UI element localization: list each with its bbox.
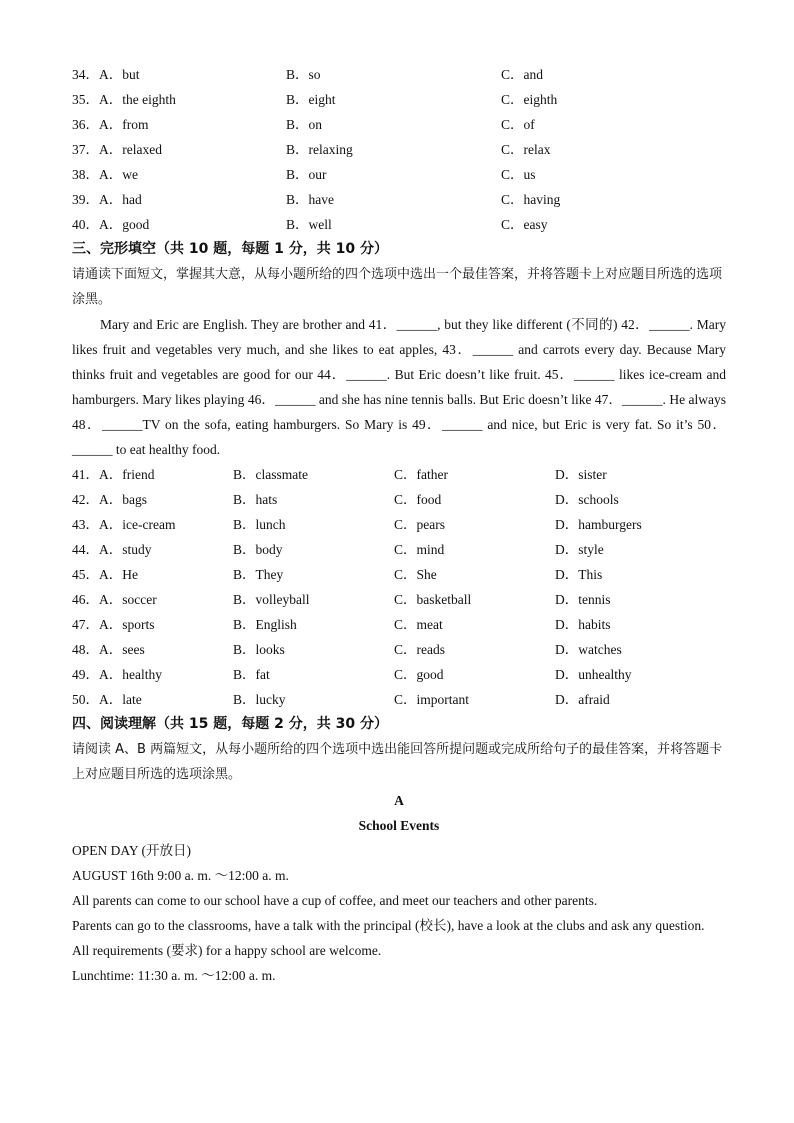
option-b: B．relaxing — [286, 142, 353, 157]
option-c: C．of — [501, 117, 535, 132]
cloze-passage — [72, 312, 726, 462]
question-cell — [72, 612, 155, 637]
option-c: C．easy — [501, 217, 548, 232]
question-row — [72, 637, 726, 662]
question-cell — [72, 487, 147, 512]
option-c: C．good — [394, 667, 444, 682]
option-b: B．well — [286, 217, 332, 232]
option-a: A．healthy — [99, 667, 162, 682]
question-row — [72, 112, 726, 137]
option-c: C．important — [394, 692, 469, 707]
option-b: B．fat — [233, 667, 270, 682]
option-c: C．eighth — [501, 92, 558, 107]
option-c: C．having — [501, 192, 561, 207]
question-row — [72, 187, 726, 212]
cloze-passage-text: Mary and Eric are English. They are brother and 41．______, but they like different (不同的) 42．______. Mary likes fruit and vegetables very much, and she likes to eat apples, 43．______ and carrots every day. Because Mary thinks fruit and vegetables are good for our 44．______. But Eric doesn’t like fruit. 45．______ likes ice-cream and hamburgers. Mary likes playing 46．______ and she has nine tennis balls. But Eric doesn’t like 47．______. He always 48．______TV on the sofa, eating hamburgers. So Mary is 49．______ and nice, but Eric is very fat. So it’s 50．______ to eat healthy food. — [72, 317, 726, 457]
question-number: 44． — [72, 542, 99, 557]
multiple-choice-block-34-40 — [72, 62, 726, 237]
option-b: B．volleyball — [233, 592, 310, 607]
question-number: 45． — [72, 567, 99, 582]
option-d: D．schools — [555, 492, 619, 507]
option-c: C．us — [501, 167, 536, 182]
option-b: B．body — [233, 542, 283, 557]
question-number: 48． — [72, 642, 99, 657]
question-cell — [72, 187, 142, 212]
option-b: B．They — [233, 567, 284, 582]
question-number: 42． — [72, 492, 99, 507]
question-number: 46． — [72, 592, 99, 607]
question-number: 35． — [72, 92, 99, 107]
option-a: A．ice-cream — [99, 517, 176, 532]
option-a: A．study — [99, 542, 152, 557]
question-number: 34． — [72, 67, 99, 82]
option-a: A．but — [99, 67, 140, 82]
option-a: A．from — [99, 117, 149, 132]
option-b: B．so — [286, 67, 321, 82]
option-d: D．sister — [555, 467, 607, 482]
passage-line: All parents can come to our school have a cup of coffee, and meet our teachers and other parents. — [72, 893, 598, 908]
option-c: C．and — [501, 67, 543, 82]
question-cell — [72, 162, 138, 187]
option-d: D．style — [555, 542, 604, 557]
option-b: B．looks — [233, 642, 285, 657]
option-c: C．She — [394, 567, 437, 582]
question-number: 39． — [72, 192, 99, 207]
question-cell — [72, 137, 162, 162]
question-cell — [72, 687, 142, 712]
option-c: C．relax — [501, 142, 551, 157]
option-a: A．good — [99, 217, 150, 232]
option-b: B．classmate — [233, 467, 308, 482]
question-cell — [72, 512, 175, 537]
option-d: D．habits — [555, 617, 611, 632]
option-a: A．sports — [99, 617, 155, 632]
question-number: 41． — [72, 467, 99, 482]
option-a: A．soccer — [99, 592, 157, 607]
option-b: B．our — [286, 167, 327, 182]
option-d: D．unhealthy — [555, 667, 632, 682]
option-b: B．hats — [233, 492, 278, 507]
question-number: 49． — [72, 667, 99, 682]
passage-line: Lunchtime: 11:30 a. m. ～12:00 a. m. — [72, 968, 276, 983]
option-d: D．hamburgers — [555, 517, 642, 532]
question-number: 38． — [72, 167, 99, 182]
question-cell — [72, 212, 149, 237]
question-row — [72, 662, 726, 687]
option-a: A．had — [99, 192, 142, 207]
option-d: D．afraid — [555, 692, 610, 707]
question-row — [72, 62, 726, 87]
option-b: B．eight — [286, 92, 336, 107]
option-b: B．English — [233, 617, 297, 632]
passage-line: AUGUST 16th 9:00 a. m. ～12:00 a. m. — [72, 868, 289, 883]
question-cell — [72, 87, 176, 112]
question-cell — [72, 662, 162, 687]
option-c: C．mind — [394, 542, 445, 557]
exam-page — [72, 62, 726, 988]
option-c: C．pears — [394, 517, 445, 532]
section3-instruction: 请通读下面短文，掌握其大意，从每小题所给的四个选项中选出一个最佳答案，并将答题卡上对应题目所选的选项涂黑。 — [72, 267, 723, 307]
option-c: C．meat — [394, 617, 443, 632]
question-row — [72, 212, 726, 237]
question-row — [72, 612, 726, 637]
question-number: 50． — [72, 692, 99, 707]
option-c: C．father — [394, 467, 448, 482]
option-d: D．This — [555, 567, 603, 582]
question-number: 36． — [72, 117, 99, 132]
question-row — [72, 537, 726, 562]
option-a: A．friend — [99, 467, 155, 482]
question-number: 40． — [72, 217, 99, 232]
option-b: B．lucky — [233, 692, 286, 707]
passage-line: OPEN DAY (开放日) — [72, 843, 192, 858]
question-row — [72, 462, 726, 487]
section4-instruction: 请阅读 A、B 两篇短文，从每小题所给的四个选项中选出能回答所提问题或完成所给句子的最佳答案，并将答题卡上对应题目所选的选项涂黑。 — [72, 742, 723, 782]
passage-label: A — [394, 793, 404, 808]
option-a: A．relaxed — [99, 142, 162, 157]
option-d: D．tennis — [555, 592, 611, 607]
question-cell — [72, 587, 157, 612]
option-a: A．sees — [99, 642, 145, 657]
question-row — [72, 687, 726, 712]
passage-line: Parents can go to the classrooms, have a talk with the principal (校长), have a look at the clubs and ask any question. — [72, 918, 705, 933]
option-a: A．He — [99, 567, 138, 582]
question-cell — [72, 462, 154, 487]
question-row — [72, 587, 726, 612]
question-row — [72, 487, 726, 512]
option-b: B．on — [286, 117, 323, 132]
passage-title: School Events — [358, 818, 440, 833]
option-a: A．late — [99, 692, 142, 707]
question-cell — [72, 562, 138, 587]
option-c: C．food — [394, 492, 442, 507]
question-row — [72, 137, 726, 162]
section4-heading: 四、阅读理解（共 15 题，每题 2 分，共 30 分） — [72, 716, 388, 732]
question-row — [72, 512, 726, 537]
cloze-options-block-41-50 — [72, 462, 726, 712]
section3-heading: 三、完形填空（共 10 题，每题 1 分，共 10 分） — [72, 241, 388, 257]
question-number: 43． — [72, 517, 99, 532]
option-b: B．lunch — [233, 517, 286, 532]
option-b: B．have — [286, 192, 334, 207]
option-a: A．bags — [99, 492, 147, 507]
question-cell — [72, 62, 140, 87]
question-row — [72, 162, 726, 187]
option-d: D．watches — [555, 642, 622, 657]
question-cell — [72, 112, 149, 137]
question-number: 37． — [72, 142, 99, 157]
question-number: 47． — [72, 617, 99, 632]
question-cell — [72, 637, 145, 662]
option-c: C．basketball — [394, 592, 472, 607]
option-a: A．we — [99, 167, 138, 182]
option-c: C．reads — [394, 642, 445, 657]
question-row — [72, 562, 726, 587]
passage-line: All requirements (要求) for a happy school are welcome. — [72, 943, 382, 958]
option-a: A．the eighth — [99, 92, 176, 107]
question-cell — [72, 537, 152, 562]
question-row — [72, 87, 726, 112]
